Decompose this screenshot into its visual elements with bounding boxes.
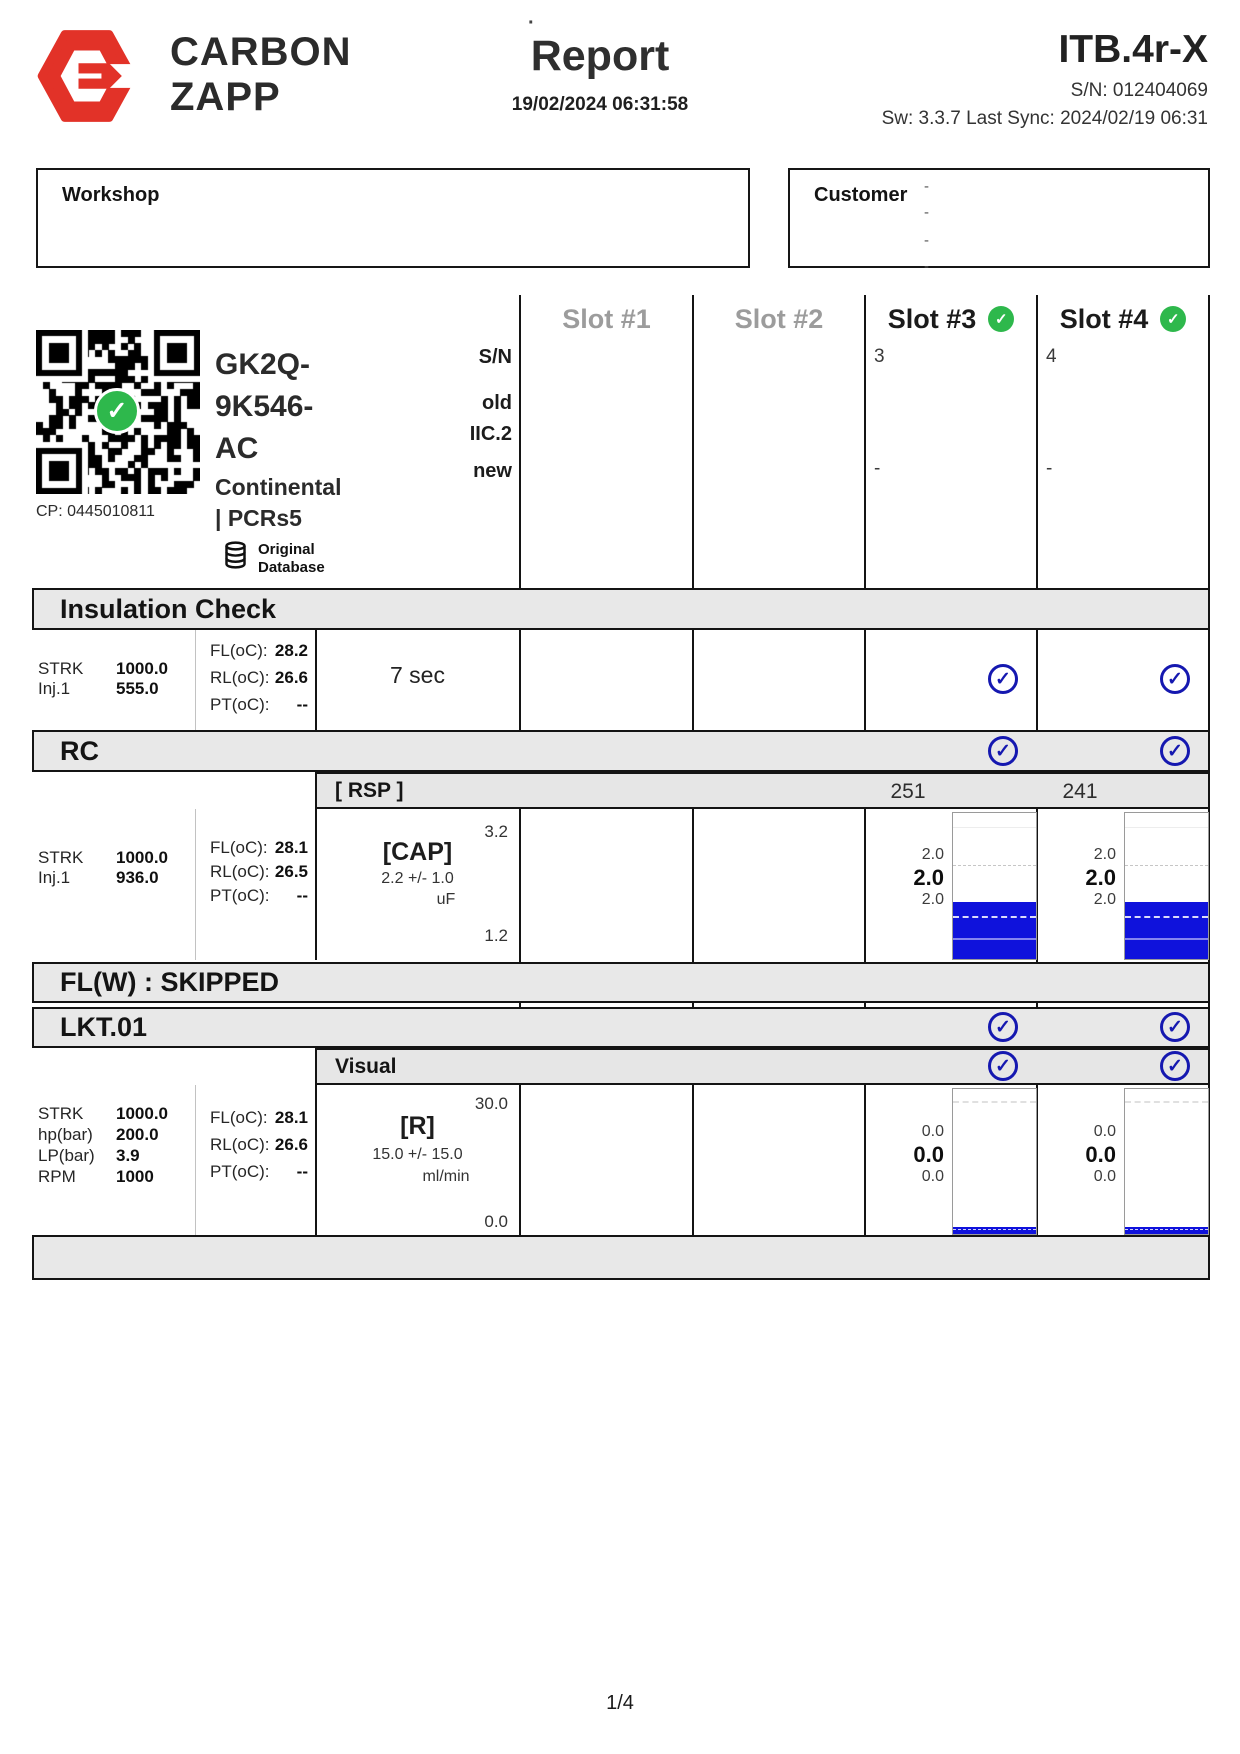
rc-slot4-check-icon: ✓ — [1160, 736, 1190, 766]
footer-bar — [32, 1235, 1210, 1280]
bar-nominal-line — [953, 1229, 1036, 1230]
lkt-slot4-check-icon: ✓ — [1160, 1012, 1190, 1042]
insulation-section-title: Insulation Check — [60, 593, 277, 624]
grid-vline-light — [195, 809, 196, 960]
customer-dash: - — [924, 258, 929, 275]
slot4-serial-value: 4 — [1046, 346, 1057, 367]
carbonzapp-logo-icon — [36, 28, 138, 124]
rsp-slot4-value: 241 — [1062, 780, 1098, 803]
database-label-line1: Original — [258, 541, 315, 558]
chart-ref-line — [1125, 1101, 1208, 1103]
cap-slot4-min: 2.0 — [1093, 891, 1116, 908]
visual-slot3-check-icon: ✓ — [988, 1051, 1018, 1081]
param-label: RPM — [38, 1167, 76, 1186]
temp-value: 26.6 — [274, 1135, 308, 1154]
rc-slot3-check-icon: ✓ — [988, 736, 1018, 766]
chart-bar — [953, 1227, 1036, 1234]
r-scale-min: 0.0 — [484, 1212, 508, 1231]
cap-slot4-measured: 2.0 — [1085, 865, 1116, 890]
device-sw-sync: Sw: 3.3.7 Last Sync: 2024/02/19 06:31 — [881, 108, 1208, 129]
slot4-pass-icon: ✓ — [1160, 306, 1186, 332]
slot1-label: Slot #1 — [562, 303, 651, 334]
rc-section-bar — [32, 730, 1210, 772]
cap-unit: uF — [436, 891, 456, 908]
temp-label: PT(oC): — [210, 1162, 270, 1181]
cap-slot3-min: 2.0 — [921, 891, 944, 908]
chart-bar — [953, 902, 1036, 959]
slot4-new-value: - — [1046, 458, 1053, 479]
slot3-header — [866, 296, 1036, 342]
stray-mark: · — [528, 12, 535, 34]
injector-code-line3: AC — [215, 432, 259, 465]
r-slot3-measured: 0.0 — [913, 1142, 944, 1167]
temp-label: RL(oC): — [210, 668, 270, 687]
cap-scale-min: 1.2 — [484, 926, 508, 945]
qr-verified-icon: ✓ — [94, 388, 140, 434]
r-slot4-values — [1030, 1123, 1116, 1186]
customer-dash: - — [924, 204, 929, 221]
r-scale-max: 30.0 — [474, 1094, 508, 1113]
param-label: LP(bar) — [38, 1146, 95, 1165]
param-value: 1000.0 — [116, 848, 168, 867]
cap-slot3-bar-chart — [952, 812, 1037, 960]
temp-value: 28.1 — [274, 838, 308, 857]
device-model: ITB.4r-X — [1058, 28, 1208, 71]
injector-manufacturer: Continental — [215, 474, 342, 500]
slot3-label: Slot #3 — [887, 303, 977, 334]
param-value: 555.0 — [116, 679, 159, 698]
bar-nominal-line — [1125, 916, 1208, 918]
param-label: STRK — [38, 848, 84, 867]
visual-slot4-check-icon: ✓ — [1160, 1051, 1190, 1081]
param-label: Inj.1 — [38, 679, 71, 698]
temp-value: 28.1 — [274, 1108, 308, 1127]
param-label: STRK — [38, 659, 84, 678]
report-title: Report — [530, 32, 670, 80]
injector-code-line2: 9K546- — [215, 390, 314, 423]
page-number: 1/4 — [606, 1692, 634, 1714]
field-label-new: new — [473, 460, 512, 482]
slot3-new-value: - — [874, 458, 881, 479]
injector-cp-number: CP: 0445010811 — [36, 503, 155, 520]
temp-value: 28.2 — [274, 641, 308, 660]
cap-slot4-bar-chart — [1124, 812, 1209, 960]
database-source-label — [258, 541, 325, 577]
param-value: 200.0 — [116, 1125, 159, 1144]
chart-ref-line — [1125, 865, 1208, 866]
field-label-iic: IIC.2 — [469, 423, 512, 445]
param-label: hp(bar) — [38, 1125, 93, 1144]
grid-vline-light — [195, 630, 196, 730]
chart-bar — [1125, 1227, 1208, 1234]
brand-text — [170, 30, 352, 120]
insulation-slot4-check-icon: ✓ — [1160, 664, 1190, 694]
slot3-pass-icon: ✓ — [988, 306, 1014, 332]
rsp-subheader-label: [ RSP ] — [335, 778, 404, 802]
param-value: 1000.0 — [116, 1104, 168, 1123]
insulation-result: 7 sec — [390, 662, 445, 688]
temp-value: 26.5 — [274, 862, 308, 881]
chart-gridline — [953, 827, 1036, 828]
slot4-label: Slot #4 — [1059, 303, 1149, 334]
param-value: 3.9 — [116, 1146, 140, 1165]
workshop-box — [36, 168, 750, 268]
temp-label: PT(oC): — [210, 886, 270, 905]
bar-measure-line — [953, 938, 1036, 940]
visual-subheader-label: Visual — [335, 1054, 397, 1078]
bar-nominal-line — [953, 916, 1036, 918]
visual-subheader-row — [315, 1048, 1210, 1085]
param-value: 1000 — [116, 1167, 154, 1186]
lkt-slot3-check-icon: ✓ — [988, 1012, 1018, 1042]
bar-nominal-line — [1125, 1229, 1208, 1230]
chart-ref-line — [953, 865, 1036, 866]
r-slot4-max: 0.0 — [1093, 1123, 1116, 1140]
chart-ref-line — [953, 1101, 1036, 1103]
temp-label: RL(oC): — [210, 862, 270, 881]
report-datetime: 19/02/2024 06:31:58 — [511, 94, 689, 115]
lkt-section-bar — [32, 1007, 1210, 1048]
slot4-header — [1038, 296, 1208, 342]
temp-label: FL(oC): — [210, 641, 268, 660]
field-label-sn: S/N — [478, 346, 512, 368]
cap-slot3-measured: 2.0 — [913, 865, 944, 890]
cap-slot4-max: 2.0 — [1093, 846, 1116, 863]
cap-scale-max: 3.2 — [484, 822, 508, 841]
slot2-header — [694, 296, 864, 342]
cap-test-name: [CAP] — [382, 838, 453, 866]
injector-code-line1: GK2Q- — [215, 348, 311, 381]
rc-section-title: RC — [60, 735, 99, 766]
temp-label: RL(oC): — [210, 1135, 270, 1154]
temp-value: -- — [296, 1162, 308, 1181]
r-slot3-max: 0.0 — [921, 1123, 944, 1140]
cap-slot3-values — [858, 846, 944, 909]
bar-measure-line — [1125, 938, 1208, 940]
slot3-serial-value: 3 — [874, 346, 885, 367]
brand-line1: CARBON — [170, 30, 352, 74]
chart-bar — [1125, 902, 1208, 959]
workshop-label: Workshop — [62, 184, 160, 206]
chart-gridline — [1125, 827, 1208, 828]
injector-series: | PCRs5 — [215, 505, 302, 531]
r-slot4-min: 0.0 — [1093, 1168, 1116, 1185]
brand-line2: ZAPP — [170, 75, 281, 119]
customer-label: Customer — [814, 184, 908, 206]
insulation-slot3-check-icon: ✓ — [988, 664, 1018, 694]
param-value: 936.0 — [116, 868, 159, 887]
flw-section-bar — [32, 962, 1210, 1003]
param-label: Inj.1 — [38, 868, 71, 887]
grid-vline-light — [195, 1085, 196, 1235]
temp-label: FL(oC): — [210, 838, 268, 857]
field-label-old: old — [482, 392, 512, 414]
temp-label: FL(oC): — [210, 1108, 268, 1127]
r-slot3-bar-chart — [952, 1088, 1037, 1235]
temp-value: -- — [296, 886, 308, 905]
r-slot3-min: 0.0 — [921, 1168, 944, 1185]
temp-value: 26.6 — [274, 668, 308, 687]
r-test-name: [R] — [400, 1112, 435, 1140]
cap-tolerance: 2.2 +/- 1.0 — [381, 870, 454, 887]
customer-box — [788, 168, 1210, 275]
temp-value: -- — [296, 695, 308, 714]
param-label: STRK — [38, 1104, 84, 1123]
temp-label: PT(oC): — [210, 695, 270, 714]
flw-section-title: FL(W) : SKIPPED — [60, 967, 279, 997]
slot1-header — [521, 296, 692, 342]
rsp-slot3-value: 251 — [890, 780, 926, 803]
lkt-section-title: LKT.01 — [60, 1012, 148, 1042]
slot2-label: Slot #2 — [734, 303, 824, 334]
r-slot3-values — [858, 1123, 944, 1186]
r-slot4-measured: 0.0 — [1085, 1142, 1116, 1167]
database-label-line2: Database — [258, 559, 325, 576]
cap-slot3-max: 2.0 — [921, 846, 944, 863]
insulation-section-bar — [32, 588, 1210, 630]
device-serial: S/N: 012404069 — [1070, 80, 1208, 101]
customer-dash: - — [924, 178, 929, 195]
r-slot4-bar-chart — [1124, 1088, 1209, 1235]
cap-slot4-values — [1030, 846, 1116, 909]
param-value: 1000.0 — [116, 659, 168, 678]
r-tolerance: 15.0 +/- 15.0 — [372, 1146, 463, 1163]
r-unit: ml/min — [422, 1168, 470, 1185]
database-icon — [222, 540, 249, 570]
customer-dash: - — [924, 232, 929, 249]
